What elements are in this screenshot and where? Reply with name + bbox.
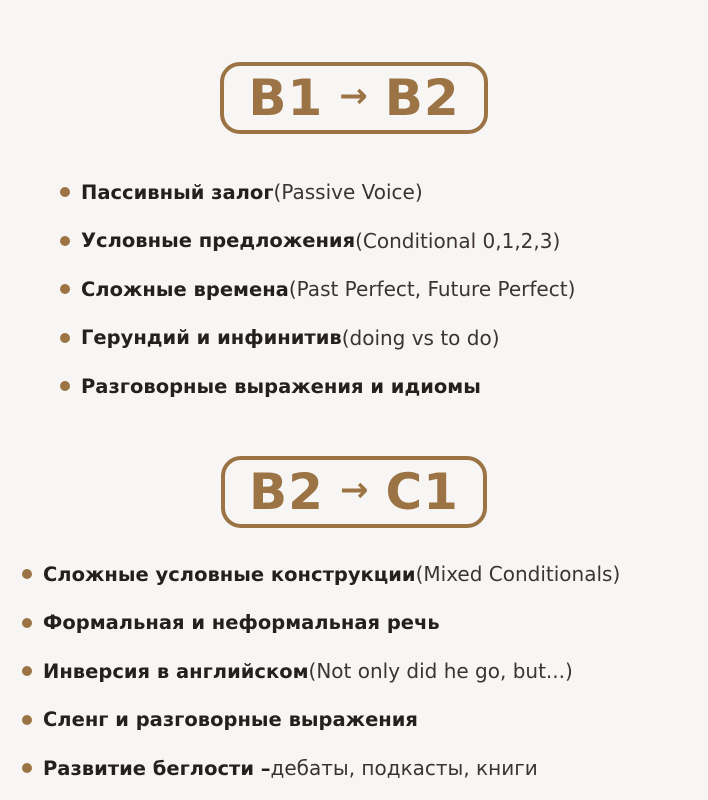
bullet-icon <box>22 715 32 725</box>
topic-detail: (Passive Voice) <box>273 180 423 205</box>
topic-detail: (Past Perfect, Future Perfect) <box>288 277 576 302</box>
list-item <box>22 550 620 599</box>
bullet-icon <box>60 381 70 391</box>
level-badge-b2-c1 <box>221 456 487 528</box>
topic-title: Развитие беглости – <box>43 756 271 780</box>
topic-title: Разговорные выражения и идиомы <box>81 374 481 398</box>
bullet-icon <box>22 569 32 579</box>
bullet-icon <box>22 618 32 628</box>
topic-title: Сложные условные конструкции <box>43 562 416 586</box>
list-item <box>60 168 575 217</box>
topic-title: Инверсия в английском <box>43 659 309 683</box>
topic-detail: (Not only did he go, but...) <box>308 659 573 684</box>
topic-list-b1-b2 <box>60 168 575 411</box>
bullet-icon <box>22 763 32 773</box>
bullet-icon <box>60 284 70 294</box>
arrow-icon: → <box>339 76 369 116</box>
bullet-icon <box>60 187 70 197</box>
level-to: C1 <box>385 463 459 521</box>
level-from: B2 <box>249 463 324 521</box>
topic-title: Формальная и неформальная речь <box>43 611 440 635</box>
list-item <box>60 217 575 266</box>
level-to: B2 <box>384 69 460 127</box>
topic-title: Условные предложения <box>81 229 356 253</box>
topic-title: Герундий и инфинитив <box>81 326 342 350</box>
list-item <box>22 647 620 696</box>
level-badge-b1-b2 <box>220 62 488 134</box>
topic-title: Сложные времена <box>81 277 289 301</box>
list-item <box>60 265 575 314</box>
topic-detail: (doing vs to do) <box>341 325 500 350</box>
topic-title: Пассивный залог <box>81 180 274 204</box>
list-item <box>60 314 575 363</box>
bullet-icon <box>60 333 70 343</box>
topic-title: Сленг и разговорные выражения <box>43 708 418 732</box>
bullet-icon <box>60 236 70 246</box>
bullet-icon <box>22 666 32 676</box>
list-item <box>22 599 620 648</box>
arrow-icon: → <box>339 470 370 510</box>
level-from: B1 <box>248 69 324 127</box>
list-item <box>60 362 575 411</box>
list-item <box>22 696 620 745</box>
list-item <box>22 744 620 793</box>
topic-detail: дебаты, подкасты, книги <box>270 756 538 781</box>
topic-detail: (Mixed Conditionals) <box>415 562 621 587</box>
topic-detail: (Conditional 0,1,2,3) <box>355 228 561 253</box>
topic-list-b2-c1 <box>22 550 620 793</box>
